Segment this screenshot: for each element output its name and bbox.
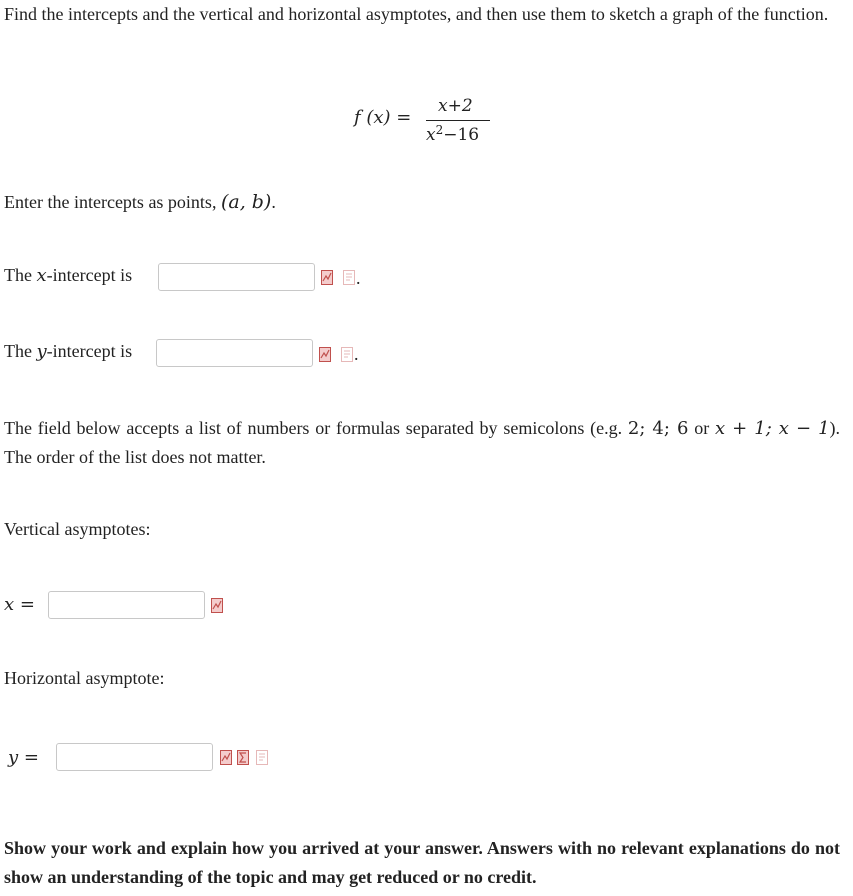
list-note: [4, 414, 840, 472]
x-intercept-label: [4, 265, 132, 286]
y-intercept-label-var: y: [36, 341, 47, 362]
x-intercept-trailing: .: [356, 268, 361, 288]
vertical-asymptotes-heading: Vertical asymptotes:: [4, 519, 151, 539]
preview-icon[interactable]: [319, 347, 331, 362]
preview-icon[interactable]: [220, 750, 232, 765]
function-formula: [354, 96, 494, 148]
list-note-or: or: [694, 418, 710, 438]
horizontal-asymptote-input[interactable]: [56, 743, 213, 771]
horizontal-asymptote-label: y =: [8, 747, 39, 768]
equation-editor-icon[interactable]: [237, 750, 249, 765]
x-intercept-label-suffix: -intercept is: [46, 265, 133, 285]
y-intercept-label-prefix: The: [4, 341, 32, 361]
denominator-rest: −16: [443, 125, 480, 145]
footer-note: Show your work and explain how you arrived at your answer. Answers with no relevant explanations do not show an understanding of the topic and may get reduced or no credit.: [4, 838, 840, 887]
vertical-asymptote-input[interactable]: [48, 591, 205, 619]
list-note-example-2: x + 1; x − 1: [715, 418, 830, 439]
function-denominator: [426, 123, 479, 145]
function-numerator: x+2: [438, 96, 473, 116]
list-note-suffix: ). The order of the list does not matter.: [4, 418, 841, 467]
list-note-example-1: 2; 4; 6: [627, 418, 689, 439]
y-intercept-input[interactable]: [156, 339, 313, 367]
intercepts-instruction: [4, 191, 276, 213]
denominator-exponent: 2: [435, 123, 444, 137]
instruction-prefix: Enter the intercepts as points,: [4, 192, 217, 212]
denominator-base: x: [426, 125, 436, 145]
vertical-asymptote-label: x =: [4, 594, 35, 615]
preview-icon[interactable]: [211, 598, 223, 613]
list-note-prefix: The field below accepts a list of numbers or formulas separated by semicolons (e.g.: [4, 418, 623, 438]
fraction-bar: [426, 120, 490, 121]
problem-intro: Find the intercepts and the vertical and horizontal asymptotes, and then use them to sketch a graph of the function.: [4, 4, 829, 24]
y-intercept-label-suffix: -intercept is: [46, 341, 133, 361]
preview-icon[interactable]: [321, 270, 333, 285]
help-icon[interactable]: [343, 270, 355, 285]
y-intercept-label: [4, 341, 132, 362]
help-icon[interactable]: [341, 347, 353, 362]
horizontal-asymptote-heading: Horizontal asymptote:: [4, 668, 165, 688]
x-intercept-label-prefix: The: [4, 265, 32, 285]
x-intercept-label-var: x: [36, 265, 47, 286]
help-icon[interactable]: [256, 750, 268, 765]
y-intercept-trailing: .: [354, 344, 359, 364]
x-intercept-input[interactable]: [158, 263, 315, 291]
function-lhs: f (x) =: [354, 107, 412, 128]
instruction-math: (a, b): [220, 191, 272, 213]
instruction-suffix: .: [271, 192, 276, 212]
